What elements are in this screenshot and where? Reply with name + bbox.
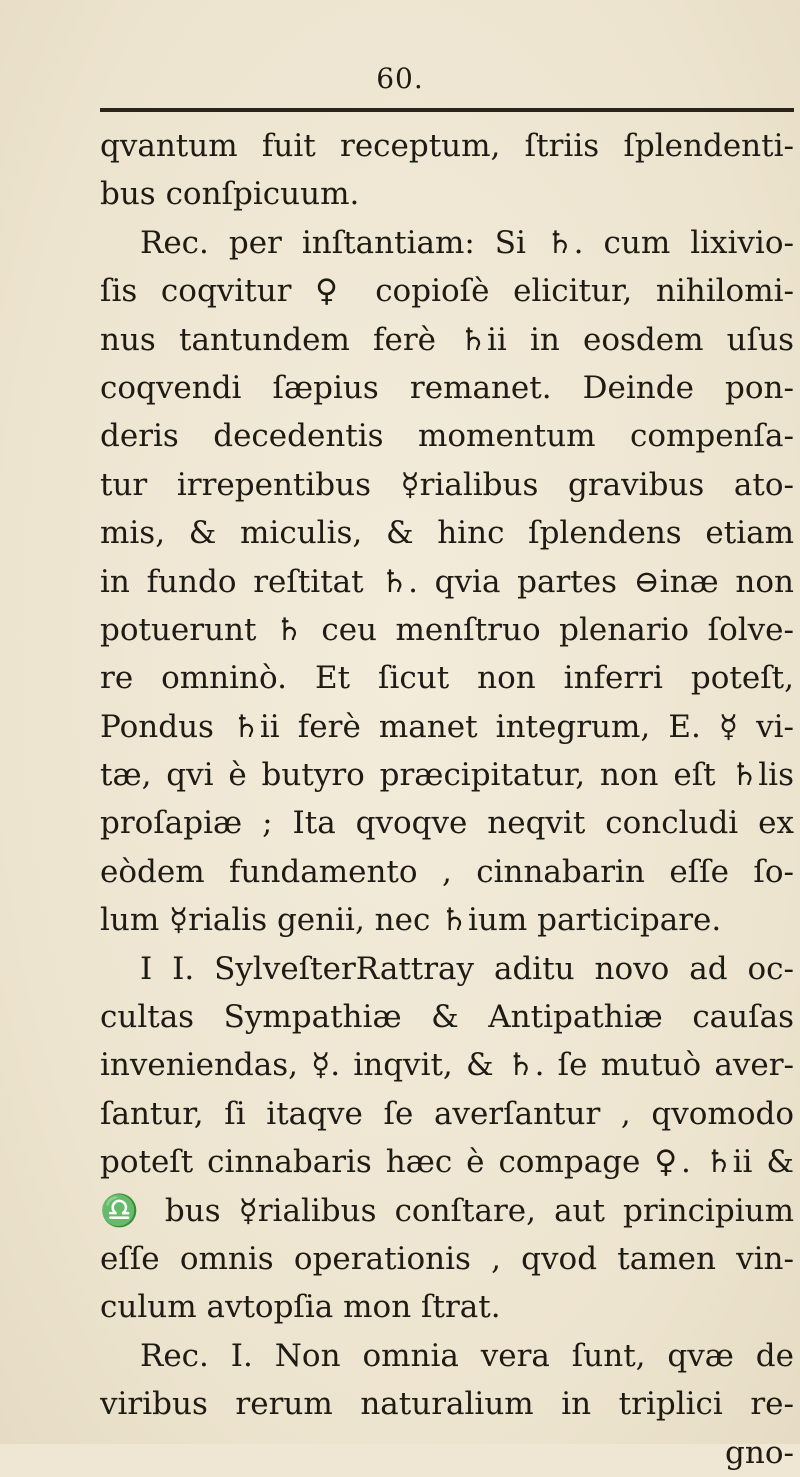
text-line: I I. SylveſterRattray aditu novo ad oc- bbox=[140, 950, 794, 987]
text-line: in fundo reſtitat ♄. qvia partes ⊖inæ non bbox=[100, 563, 794, 600]
page-number: 60. bbox=[376, 62, 424, 95]
text-line: mis, & miculis, & hinc ſplendens etiam bbox=[100, 515, 794, 552]
text-line: lum ☿rialis genii, nec ♄ium participare. bbox=[100, 902, 722, 939]
text-line: bus conſpicuum. bbox=[100, 176, 360, 213]
text-line: gno- bbox=[725, 1434, 794, 1471]
text-line: eſſe omnis operationis , qvod tamen vin- bbox=[100, 1240, 794, 1277]
text-line: re omninò. Et ſicut non inferri poteſt, bbox=[100, 660, 794, 697]
text-line: inveniendas, ☿. inqvit, & ♄. ſe mutuò aver- bbox=[100, 1047, 794, 1084]
text-line: Rec. per inſtantiam: Si ♄. cum lixivio- bbox=[140, 224, 794, 261]
text-line: potuerunt ♄ ceu menſtruo plenario ſolve- bbox=[100, 611, 794, 648]
text-line: proſapiæ ; Ita qvoqve neqvit concludi ex bbox=[100, 805, 794, 842]
text-line: ♎ bus ☿rialibus conſtare, aut principium bbox=[100, 1192, 794, 1229]
text-line: ſis coqvitur ♀ copioſè elicitur, nihilomi- bbox=[100, 273, 794, 310]
body-text bbox=[100, 122, 794, 1477]
text-line: eòdem fundamento , cinnabarin eſſe ſo- bbox=[100, 853, 794, 890]
text-line: tæ, qvi è butyro præcipitatur, non eſt ♄lis bbox=[100, 757, 794, 794]
text-line: cultas Sympathiæ & Antipathiæ cauſas bbox=[100, 999, 794, 1036]
text-line: culum avtopſia mon ſtrat. bbox=[100, 1289, 501, 1326]
text-line: Rec. I. Non omnia vera ſunt, qvæ de bbox=[140, 1337, 794, 1374]
text-line: tur irrepentibus ☿rialibus gravibus ato- bbox=[100, 466, 794, 503]
text-line: nus tantundem ferè ♄ii in eosdem uſus bbox=[100, 321, 794, 358]
text-line: qvantum fuit receptum, ſtriis ſplendenti- bbox=[100, 128, 794, 164]
text-line: Pondus ♄ii ferè manet integrum, E. ☿ vi- bbox=[100, 708, 794, 745]
text-line: viribus rerum naturalium in triplici re- bbox=[100, 1386, 794, 1423]
header-rule bbox=[100, 108, 794, 112]
text-line: coqvendi ſæpius remanet. Deinde pon- bbox=[100, 369, 794, 406]
text-line: ſantur, ſi itaqve ſe averſantur , qvomodo bbox=[100, 1095, 794, 1132]
text-line: poteſt cinnabaris hæc è compage ♀. ♄ii & bbox=[100, 1144, 794, 1181]
text-line: deris decedentis momentum compenſa- bbox=[100, 418, 794, 455]
